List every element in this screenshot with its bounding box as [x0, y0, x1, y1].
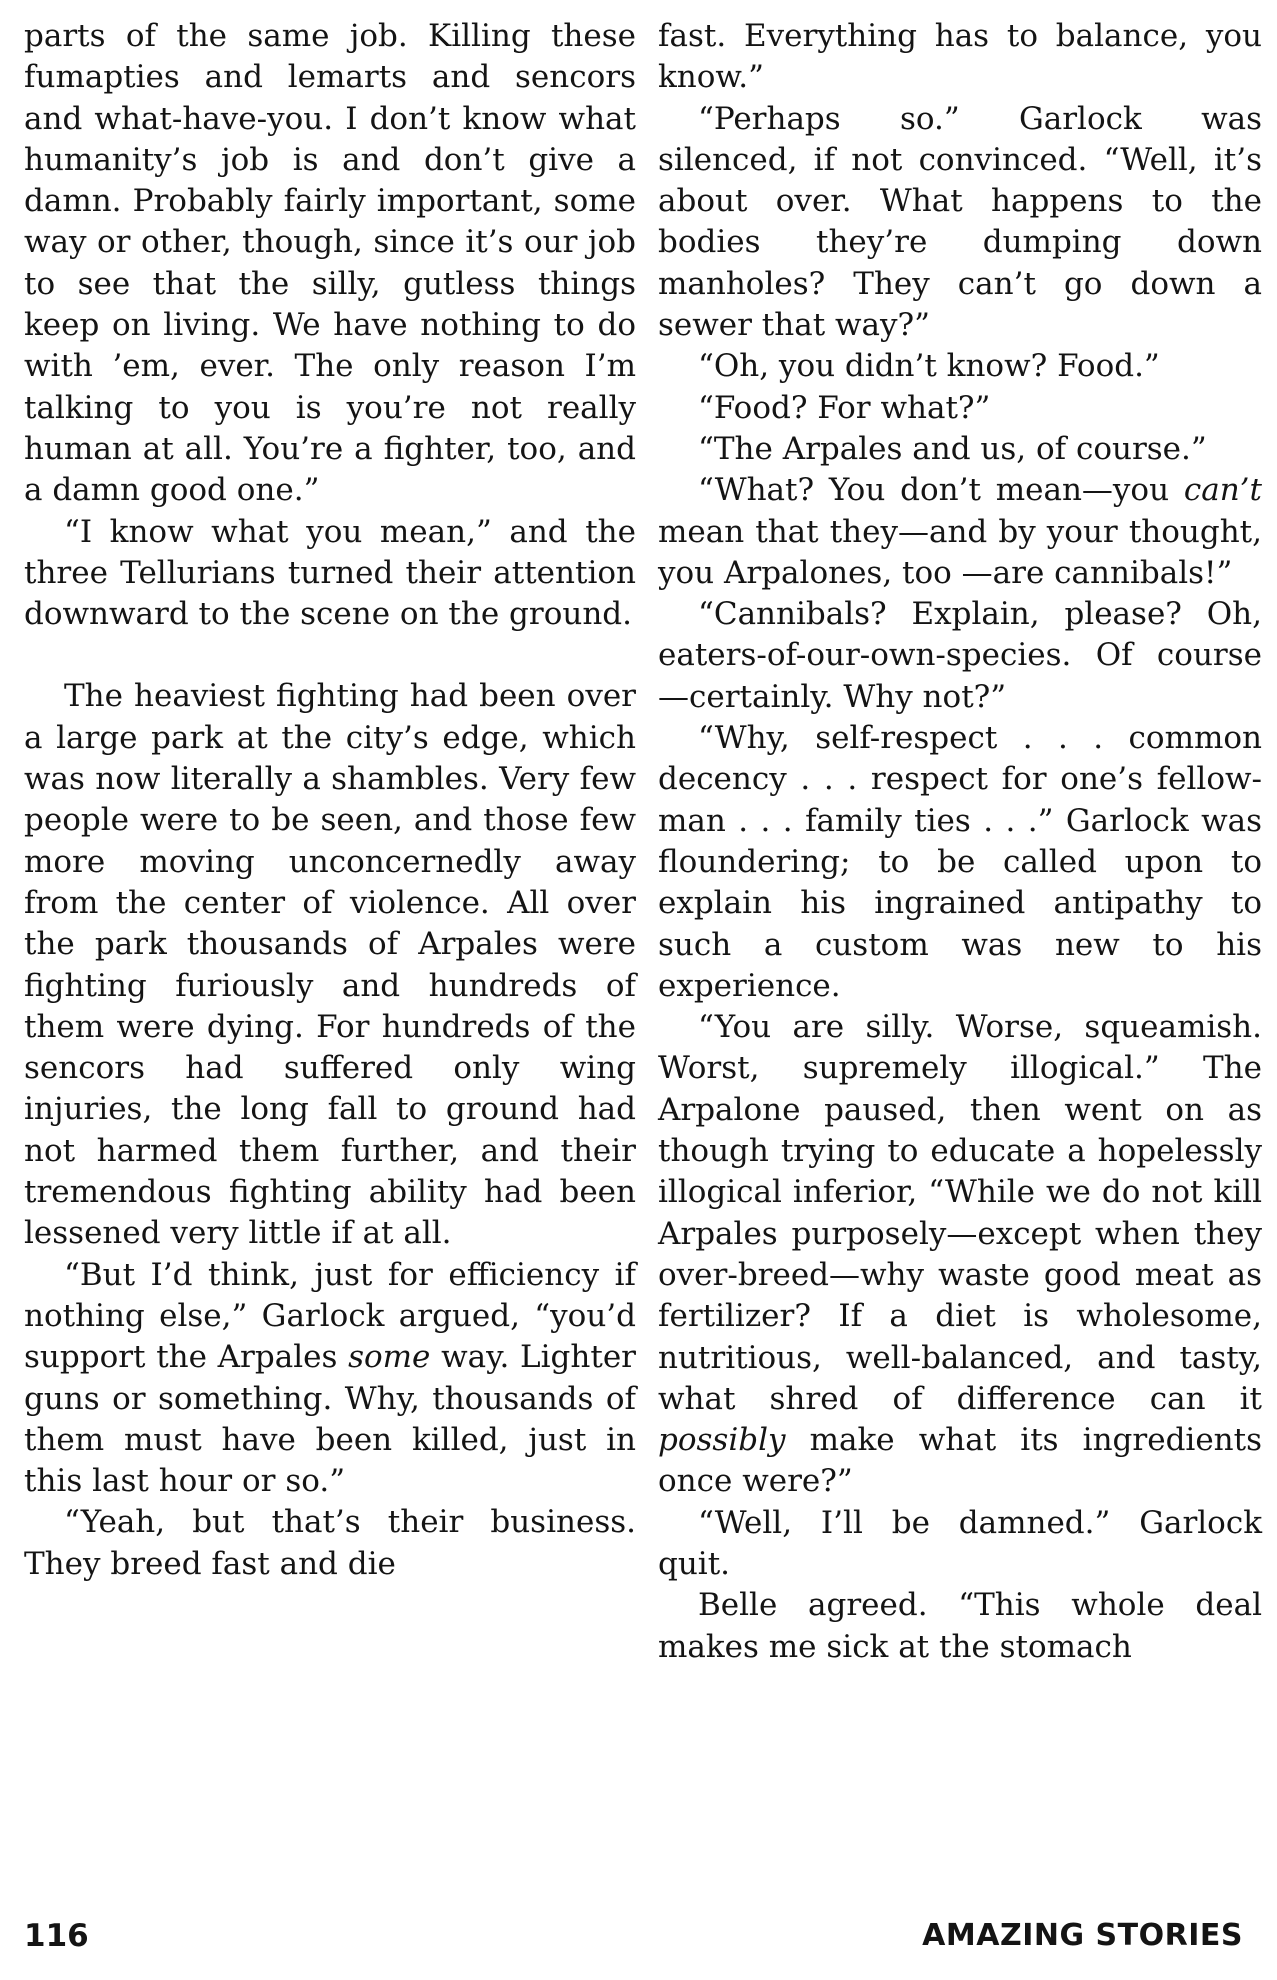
right-text-column [658, 16, 1262, 1668]
paragraph [658, 1007, 1262, 1503]
running-title: AMAZING STORIES [922, 1918, 1243, 1953]
italic-text: can’t [1183, 472, 1262, 509]
paragraph: “The Arpales and us, of course.” [698, 430, 1207, 467]
paragraph: “Perhaps so.” Garlock was silenced, if not convinced. “Well, it’s about over. What happens to the bodies they’re dumping down manholes? They can’t go down a sewer that way?” [658, 100, 1262, 344]
text-run: make what its ingredients once were?” [658, 1422, 1262, 1500]
text-run: way. Lighter guns or something. Why, thousands of them must have been killed, just in this last hour or so.” [24, 1339, 636, 1500]
paragraph: “Oh, you didn’t know? Food.” [698, 348, 1160, 385]
page-footer [0, 1918, 1277, 1966]
italic-text: some [348, 1339, 431, 1376]
paragraph: “Why, self-respect . . . common decency . . . respect for one’s fellow-man . . . family ties . . .” Garlock was floundering; to be called upon to explain his ingrained antipathy to such a custom was new to his experience. [658, 720, 1262, 1004]
italic-text: possibly [658, 1422, 786, 1459]
paragraph: “Cannibals? Explain, please? Oh, eaters-of-our-own-species. Of course—certainly. Why not?” [658, 596, 1262, 715]
paragraph: “Yeah, but that’s their business. They breed fast and die [24, 1504, 636, 1582]
paragraph: fast. Everything has to balance, you know.” [658, 18, 1262, 96]
page-number: 116 [24, 1918, 89, 1954]
left-text-column [24, 16, 636, 1585]
paragraph [24, 1255, 636, 1503]
paragraph: parts of the same job. Killing these fumapties and lemarts and sencors and what-have-you. I don’t know what humanity’s job is and don’t give a damn. Probably fairly important, some way or other, though, since it’s our job to see that the silly, gutless things keep on living. We have nothing to do with ’em, ever. The only reason I’m talking to you is you’re not really human at all. You’re a fighter, too, and a damn good one.” [24, 18, 636, 509]
text-run: mean that they—and by your thought, you Arpalones, too —are cannibals!” [658, 513, 1262, 591]
paragraph: Belle agreed. “This whole deal makes me sick at the stomach [658, 1587, 1262, 1665]
paragraph [658, 470, 1262, 594]
paragraph: “Well, I’ll be damned.” Garlock quit. [658, 1504, 1262, 1582]
paragraph: The heaviest fighting had been over a large park at the city’s edge, which was now literally a shambles. Very few people were to be seen, and those few more moving unconcernedly away from the center of violence. All over the park thousands of Arpales were fighting furiously and hundreds of them were dying. For hundreds of the sencors had suffered only wing injuries, the long fall to ground had not harmed them further, and their tremendous fighting ability had been lessened very little if at all. [24, 678, 636, 1252]
text-run: “You are silly. Worse, squeamish. Worst, supremely illogical.” The Arpalone paused, then went on as though trying to educate a hopelessly illogical inferior, “While we do not kill Arpales purposely—except when they over-breed—why waste good meat as fertilizer? If a diet is wholesome, nutritious, well-balanced, and tasty, what shred of difference can it [658, 1009, 1262, 1417]
paragraph: “Food? For what?” [698, 389, 991, 426]
text-run: “But I’d think, just for efficiency if nothing else,” Garlock argued, “you’d support the Arpales [24, 1256, 636, 1376]
text-run: “What? You don’t mean—you [698, 472, 1184, 509]
paragraph: “I know what you mean,” and the three Tellurians turned their attention downward to the scene on the ground. [24, 513, 636, 633]
